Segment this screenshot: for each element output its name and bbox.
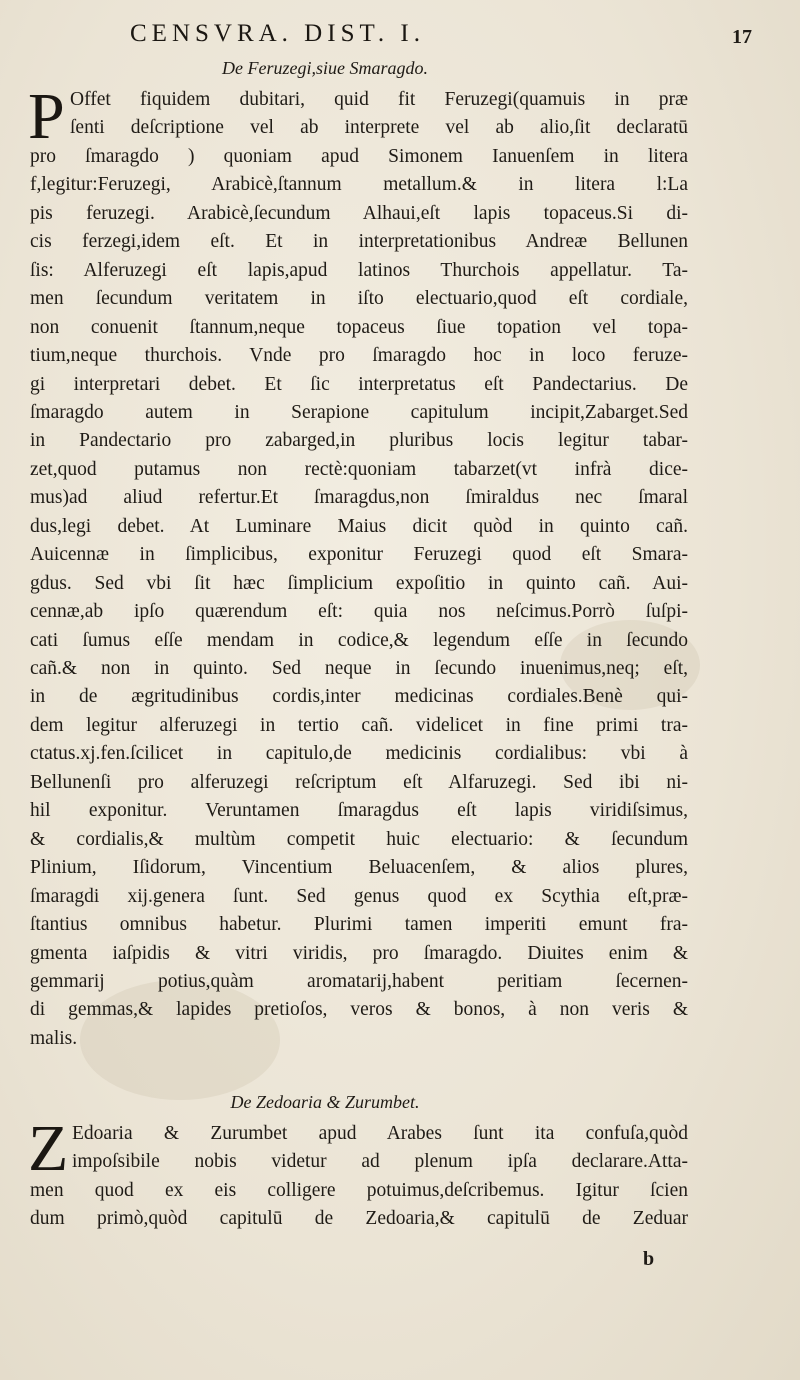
text-line: impoſsibile nobis videtur ad plenum ipſa declarare.Atta- xyxy=(72,1151,688,1173)
text-line: ſenti deſcriptione vel ab interprete vel ab alio,ſit declaratū xyxy=(70,117,688,139)
text-line: Offet fiquidem dubitari, quid fit Feruzegi(quamuis in præ xyxy=(70,89,688,110)
text-line: tium,neque thurchois. Vnde pro ſmaragdo hoc in loco feruze- xyxy=(30,345,688,367)
text-line: cañ.& non in quinto. Sed neque in ſecundo inuenimus,neq; eſt, xyxy=(30,658,688,679)
text-line: dum primò,quòd capitulū de Zedoaria,& capitulū de Zeduar xyxy=(30,1207,688,1229)
text-line: gemmarij potius,quàm aromatarij,habent peritiam ſecernen- xyxy=(30,970,688,992)
text-line: & cordialis,& multùm competit huic electuario: & ſecundum xyxy=(30,828,688,850)
text-line: mus)ad aliud refertur.Et ſmaragdus,non ſmiraldus nec ſmaral xyxy=(30,487,688,509)
text-line: malis. xyxy=(30,1027,78,1049)
text-line: Edoaria & Zurumbet apud Arabes ſunt ita confuſa,quòd xyxy=(72,1123,688,1144)
text-line: gdus. Sed vbi ſit hæc ſimplicium expoſitio in quinto cañ. Aui- xyxy=(30,572,688,594)
section-title-zedoaria: De Zedoaria & Zurumbet. xyxy=(230,1092,420,1112)
text-line: men quod ex eis colligere potuimus,deſcribemus. Igitur ſcien xyxy=(30,1179,688,1201)
text-line: in de ægritudinibus cordis,inter medicinas cordiales.Benè qui- xyxy=(30,686,688,708)
folio-number: 17 xyxy=(732,26,752,48)
text-line: di gemmas,& lapides pretioſos, veros & bonos, à non veris & xyxy=(30,999,688,1021)
text-line: ſmaragdo autem in Serapione capitulum incipit,Zabarget.Sed xyxy=(30,401,688,423)
section-title-feruzegi: De Feruzegi,siue Smaragdo. xyxy=(222,58,428,78)
text-line: pro ſmaragdo ) quoniam apud Simonem Ianuenſem in litera xyxy=(30,145,688,167)
text-line: zet,quod putamus non rectè:quoniam tabarzet(vt infrà dice- xyxy=(30,458,688,480)
text-line: cis ferzegi,idem eſt. Et in interpretationibus Andreæ Bellunen xyxy=(30,231,688,253)
text-line: ſis: Alferuzegi eſt lapis,apud latinos Thurchois appellatur. Ta- xyxy=(30,259,688,281)
text-line: Plinium, Iſidorum, Vincentium Beluacenſem, & alios plures, xyxy=(30,857,688,879)
initial-letter-p: P xyxy=(28,80,65,153)
text-line: men ſecundum veritatem in iſto electuario,quod eſt cordiale, xyxy=(30,288,688,310)
text-line: dus,legi debet. At Luminare Maius dicit quòd in quinto cañ. xyxy=(30,515,688,537)
text-line: gmenta iaſpidis & vitri viridis, pro ſmaragdo. Diuites enim & xyxy=(30,942,688,964)
text-line: cati ſumus eſſe mendam in codice,& legendum eſſe in ſecundo xyxy=(30,629,688,651)
running-head: CENSVRA. DIST. I. xyxy=(130,20,425,47)
text-line: ſmaragdi xij.genera ſunt. Sed genus quod ex Scythia eſt,præ- xyxy=(30,885,688,907)
initial-letter-z: Z xyxy=(28,1112,69,1185)
text-line: dem legitur alferuzegi in tertio cañ. videlicet in fine primi tra- xyxy=(30,714,688,736)
catchword: b xyxy=(643,1248,655,1270)
text-line: in Pandectario pro zabarged,in pluribus locis legitur tabar- xyxy=(30,430,688,452)
text-line: ctatus.xj.fen.ſcilicet in capitulo,de medicinis cordialibus: vbi à xyxy=(30,743,688,765)
text-line: non conuenit ſtannum,neque topaceus ſiue topation vel topa- xyxy=(30,316,688,338)
text-line: cennæ,ab ipſo quærendum eſt: quia nos neſcimus.Porrò ſuſpi- xyxy=(30,601,688,623)
text-line: pis feruzegi. Arabicè,ſecundum Alhaui,eſt lapis topaceus.Si di- xyxy=(30,202,688,224)
text-line: ſtantius omnibus habetur. Plurimi tamen imperiti emunt fra- xyxy=(30,914,688,936)
text-line: Bellunenſi pro alferuzegi reſcriptum eſt Alfaruzegi. Sed ibi ni- xyxy=(30,771,688,793)
text-line: gi interpretari debet. Et ſic interpretatus eſt Pandectarius. De xyxy=(30,373,688,395)
text-line: f,legitur:Feruzegi, Arabicè,ſtannum metallum.& in litera l:La xyxy=(30,174,688,196)
text-line: hil exponitur. Veruntamen ſmaragdus eſt lapis viridiſsimus, xyxy=(30,800,688,822)
text-line: Auicennæ in ſimplicibus, exponitur Feruzegi quod eſt Smara- xyxy=(30,544,688,566)
